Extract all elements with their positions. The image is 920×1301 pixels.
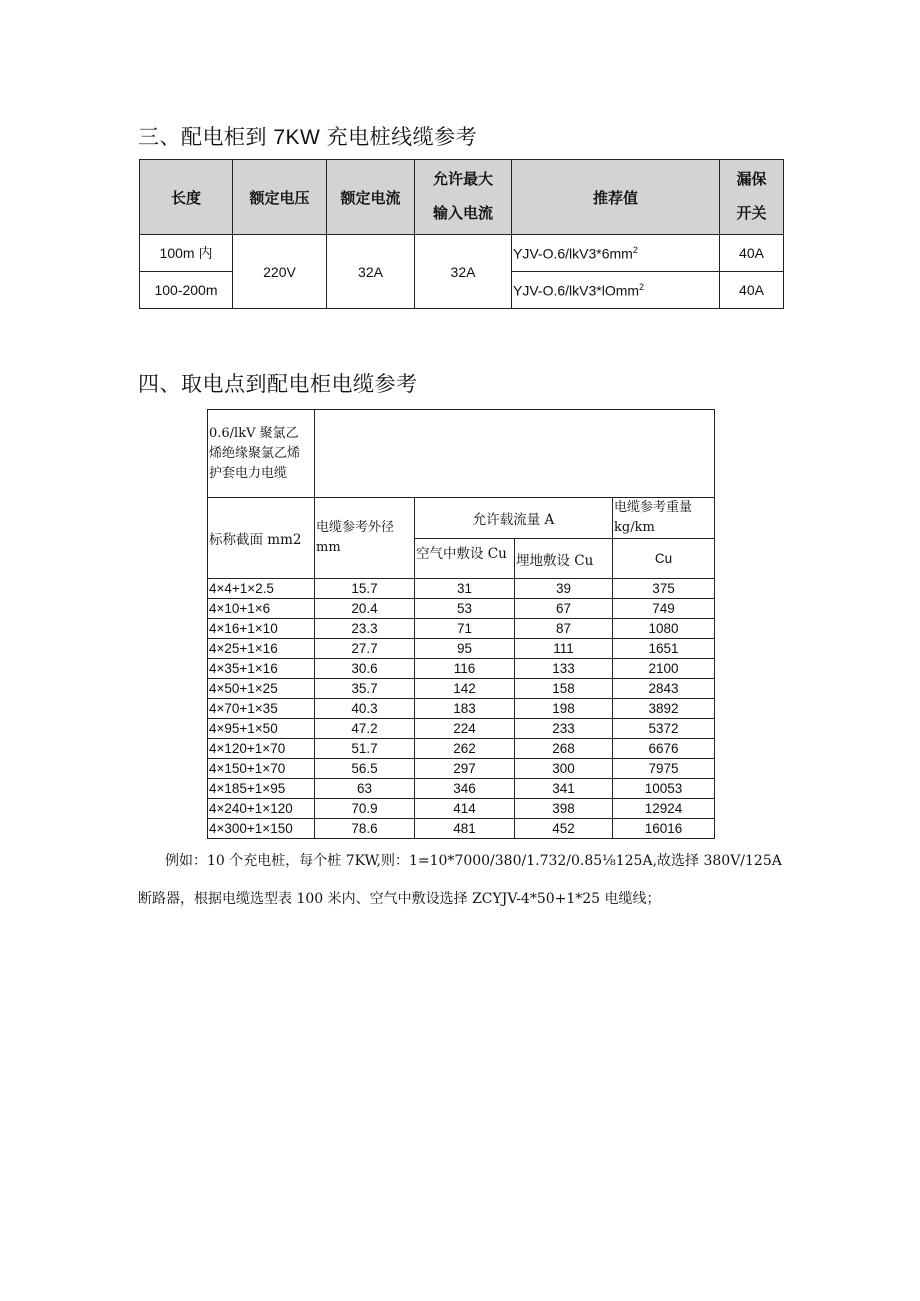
header-diameter: [315, 498, 415, 579]
cell-diameter: 40.3: [315, 699, 415, 719]
cell-air: 95: [415, 639, 515, 659]
table-header-row: [208, 498, 715, 539]
cell-section: 4×120+1×70: [208, 739, 315, 759]
cell-weight: 16016: [613, 819, 715, 839]
header-diameter-line1: 电缆参考外径: [316, 520, 395, 535]
cell-air: 31: [415, 579, 515, 599]
cell-diameter: 20.4: [315, 599, 415, 619]
header-length: 长度: [140, 160, 233, 235]
cell-diameter: 47.2: [315, 719, 415, 739]
table-row: [140, 235, 784, 272]
cell-weight: 1080: [613, 619, 715, 639]
cell-diameter: 70.9: [315, 799, 415, 819]
cell-air: 262: [415, 739, 515, 759]
cell-weight: 749: [613, 599, 715, 619]
cell-weight: 375: [613, 579, 715, 599]
cell-air: 183: [415, 699, 515, 719]
section-3-title: 三、配电柜到 7KW 充电桩线缆参考: [138, 126, 478, 149]
cell-air: 53: [415, 599, 515, 619]
cell-weight: 3892: [613, 699, 715, 719]
cell-current: 32A: [327, 235, 415, 309]
cable-desc-line: 护套电力电缆: [209, 465, 288, 481]
table-row: [208, 579, 715, 599]
cell-length: 100-200m: [140, 272, 233, 309]
cell-ground: 87: [515, 619, 613, 639]
cell-air: 71: [415, 619, 515, 639]
table-header-row: [140, 160, 784, 235]
header-max-input: [415, 160, 512, 235]
table-row: [208, 599, 715, 619]
cell-weight: 7975: [613, 759, 715, 779]
cell-section: 4×240+1×120: [208, 799, 315, 819]
cell-diameter: 63: [315, 779, 415, 799]
cable-desc-line: 烯绝缘聚氯乙烯: [209, 445, 301, 461]
charger-cable-table: [139, 159, 784, 309]
superscript: 2: [639, 281, 645, 292]
cell-voltage: 220V: [233, 235, 327, 309]
cell-weight: 2843: [613, 679, 715, 699]
cell-diameter: 15.7: [315, 579, 415, 599]
header-ground: 埋地敷设 Cu: [515, 539, 613, 579]
cell-air: 414: [415, 799, 515, 819]
cell-ground: 67: [515, 599, 613, 619]
cable-description: [208, 410, 315, 498]
table-row: [208, 739, 715, 759]
cell-diameter: 30.6: [315, 659, 415, 679]
header-rated-voltage: 额定电压: [233, 160, 327, 235]
cell-weight: 10053: [613, 779, 715, 799]
cell-weight: 6676: [613, 739, 715, 759]
cell-diameter: 35.7: [315, 679, 415, 699]
table-row: [208, 779, 715, 799]
superscript: 2: [632, 244, 638, 255]
header-ampacity: 允许载流量 A: [415, 498, 613, 539]
header-max-input-line1: 允许最大: [432, 171, 493, 188]
cell-diameter: 56.5: [315, 759, 415, 779]
cell-breaker: 40A: [720, 235, 784, 272]
header-breaker-line2: 开关: [736, 205, 767, 222]
blank-cell: [315, 410, 715, 498]
cell-air: 297: [415, 759, 515, 779]
header-weight-line1: 电缆参考重量: [614, 500, 693, 515]
header-breaker: [720, 160, 784, 235]
header-section: 标称截面 mm2: [208, 498, 315, 579]
cell-section: 4×150+1×70: [208, 759, 315, 779]
table-row: [208, 659, 715, 679]
cell-ground: 233: [515, 719, 613, 739]
cell-diameter: 27.7: [315, 639, 415, 659]
cell-ground: 398: [515, 799, 613, 819]
cell-section: 4×70+1×35: [208, 699, 315, 719]
cell-air: 142: [415, 679, 515, 699]
cell-max-input: 32A: [415, 235, 512, 309]
cell-air: 116: [415, 659, 515, 679]
section-4-title: 四、取电点到配电柜电缆参考: [138, 373, 418, 396]
cell-ground: 300: [515, 759, 613, 779]
cell-air: 224: [415, 719, 515, 739]
cell-ground: 39: [515, 579, 613, 599]
table-row: [208, 679, 715, 699]
cell-section: 4×300+1×150: [208, 819, 315, 839]
cell-section: 4×35+1×16: [208, 659, 315, 679]
cell-diameter: 51.7: [315, 739, 415, 759]
cell-section: 4×16+1×10: [208, 619, 315, 639]
recommended-text: YJV-O.6/lkV3*6mm: [513, 245, 633, 262]
cell-weight: 12924: [613, 799, 715, 819]
table-row: [208, 699, 715, 719]
cell-ground: 198: [515, 699, 613, 719]
table-row: [208, 719, 715, 739]
header-weight-cu: Cu: [613, 539, 715, 579]
cell-recommended: [512, 235, 720, 272]
table-row: [208, 759, 715, 779]
cell-section: 4×10+1×6: [208, 599, 315, 619]
cell-section: 4×50+1×25: [208, 679, 315, 699]
header-diameter-line2: mm: [316, 540, 341, 555]
header-rated-current: 额定电流: [327, 160, 415, 235]
cell-weight: 5372: [613, 719, 715, 739]
table-row: [208, 819, 715, 839]
header-breaker-line1: 漏保: [736, 171, 767, 188]
cell-weight: 2100: [613, 659, 715, 679]
cell-section: 4×185+1×95: [208, 779, 315, 799]
cell-section: 4×95+1×50: [208, 719, 315, 739]
header-recommended: 推荐值: [512, 160, 720, 235]
table-row: [208, 639, 715, 659]
header-max-input-line2: 输入电流: [432, 205, 493, 222]
cable-desc-row: [208, 410, 715, 498]
cell-ground: 268: [515, 739, 613, 759]
cable-rows: [208, 579, 715, 839]
cell-ground: 452: [515, 819, 613, 839]
power-cable-table: [207, 409, 715, 839]
cell-recommended: [512, 272, 720, 309]
cell-diameter: 23.3: [315, 619, 415, 639]
header-air: 空气中敷设 Cu: [415, 539, 515, 579]
cell-breaker: 40A: [720, 272, 784, 309]
header-weight-line2: kg/km: [614, 520, 655, 535]
cable-desc-line: 0.6/lkV 聚氯乙: [209, 425, 299, 441]
table-row: [208, 799, 715, 819]
cell-diameter: 78.6: [315, 819, 415, 839]
cell-ground: 111: [515, 639, 613, 659]
cell-section: 4×4+1×2.5: [208, 579, 315, 599]
recommended-text: YJV-O.6/lkV3*lOmm: [513, 282, 640, 299]
header-weight: [613, 498, 715, 539]
cell-air: 346: [415, 779, 515, 799]
cell-ground: 341: [515, 779, 613, 799]
table-row: [208, 619, 715, 639]
cell-length: 100m 内: [140, 235, 233, 272]
cell-ground: 133: [515, 659, 613, 679]
cell-ground: 158: [515, 679, 613, 699]
cell-weight: 1651: [613, 639, 715, 659]
cell-section: 4×25+1×16: [208, 639, 315, 659]
cell-air: 481: [415, 819, 515, 839]
example-paragraph: 例如：10 个充电桩，每个桩 7KW,则：1=10*7000/380/1.732/0.85⅛125A,故选择 380V/125A 断路器，根据电缆选型表 100 米内、空气中敷设选择 ZCYJV-4*50+1*25 电缆线；: [138, 853, 782, 907]
